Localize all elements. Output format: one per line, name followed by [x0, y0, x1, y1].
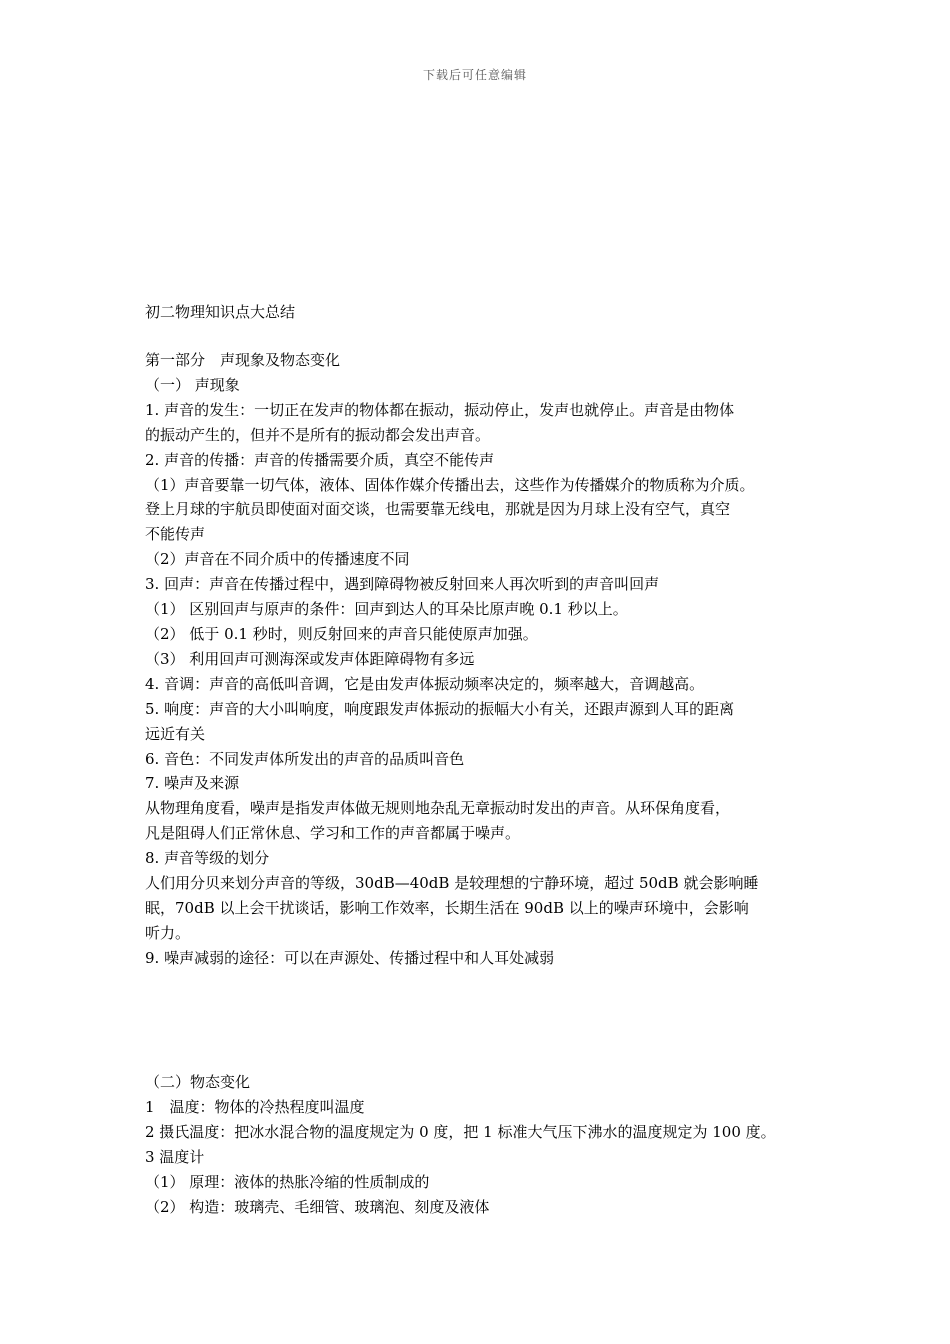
text-line: 5. 响度：声音的大小叫响度，响度跟发声体振动的振幅大小有关，还跟声源到人耳的距离 [145, 699, 735, 718]
text-line: 人们用分贝来划分声音的等级，30dB—40dB 是较理想的宁静环境，超过 50dB 就会影响睡 [145, 874, 759, 893]
text-line: （2） 低于 0.1 秒时，则反射回来的声音只能使原声加强。 [145, 624, 538, 643]
text-line: 2. 声音的传播：声音的传播需要介质，真空不能传声 [145, 450, 495, 469]
text-line: （3） 利用回声可测海深或发声体距障碍物有多远 [145, 649, 475, 668]
subsection-heading: （一） 声现象 [145, 375, 240, 394]
text-line: 凡是阻碍人们正常休息、学习和工作的声音都属于噪声。 [145, 824, 521, 843]
text-line: （2） 构造：玻璃壳、毛细管、玻璃泡、刻度及液体 [145, 1197, 490, 1216]
text-line: 1 温度：物体的冷热程度叫温度 [145, 1097, 365, 1116]
text-line: 3. 回声：声音在传播过程中，遇到障碍物被反射回来人再次听到的声音叫回声 [145, 575, 660, 594]
text-line: （1）声音要靠一切气体，液体、固体作媒介传播出去，这些作为传播媒介的物质称为介质。 [145, 475, 755, 494]
text-line: 眠，70dB 以上会干扰谈话，影响工作效率，长期生活在 90dB 以上的噪声环境中，会影响 [145, 898, 749, 917]
text-line: 2 摄氏温度：把冰水混合物的温度规定为 0 度，把 1 标准大气压下沸水的温度规定为 100 度。 [145, 1122, 776, 1141]
text-line: 4. 音调：声音的高低叫音调，它是由发声体振动频率决定的，频率越大，音调越高。 [145, 674, 705, 693]
text-line: 7. 噪声及来源 [145, 774, 240, 793]
text-line: 8. 声音等级的划分 [145, 849, 270, 868]
text-line: （2）声音在不同介质中的传播速度不同 [145, 550, 410, 569]
text-line: 的振动产生的，但并不是所有的振动都会发出声音。 [145, 425, 491, 444]
section-heading: 第一部分 声现象及物态变化 [145, 351, 341, 369]
section-sound [145, 348, 825, 971]
page-header: 下载后可任意编辑 [422, 68, 527, 82]
section-state-change [145, 1070, 825, 1219]
text-line: 听力。 [145, 923, 191, 942]
document-title: 初二物理知识点大总结 [145, 303, 296, 321]
subsection-heading: （二）物态变化 [145, 1073, 251, 1091]
text-line: 登上月球的宇航员即使面对面交谈，也需要靠无线电，那就是因为月球上没有空气，真空 [145, 500, 731, 519]
text-line: （1） 原理：液体的热胀冷缩的性质制成的 [145, 1172, 430, 1191]
text-line: 远近有关 [145, 724, 206, 743]
text-line: 不能传声 [145, 525, 206, 544]
text-line: （1） 区别回声与原声的条件：回声到达人的耳朵比原声晚 0.1 秒以上。 [145, 600, 628, 619]
text-line: 9. 噪声减弱的途径：可以在声源处、传播过程中和人耳处减弱 [145, 948, 555, 967]
text-line: 6. 音色：不同发声体所发出的声音的品质叫音色 [145, 749, 465, 768]
text-line: 从物理角度看，噪声是指发声体做无规则地杂乱无章振动时发出的声音。从环保角度看， [145, 799, 731, 818]
text-line: 1. 声音的发生：一切正在发声的物体都在振动，振动停止，发声也就停止。声音是由物体 [145, 400, 735, 419]
text-line: 3 温度计 [145, 1147, 205, 1166]
